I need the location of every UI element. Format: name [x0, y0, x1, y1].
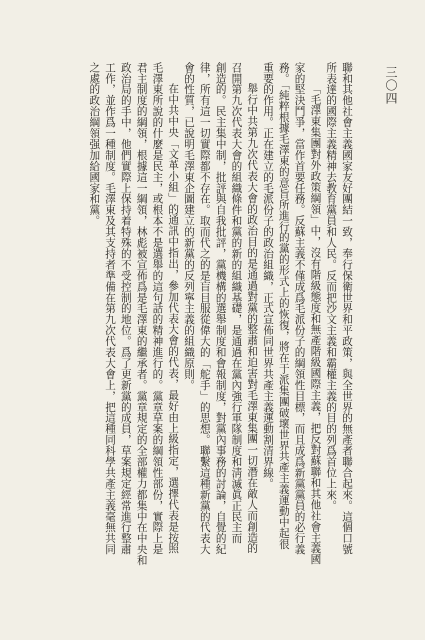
text-column: 工作，並作爲一種制度。毛澤東及其支持者準備在第九次代表大會上，把這種同科學共產主義毫無共同 [104, 62, 117, 555]
text-column: 政治局的手中，他們實際上保持着特殊的不受控制的地位。爲了更新黨的成員，草案規定經常進行整肅 [119, 62, 132, 555]
text-column: 重要的作用。正在建立的毛派份子的政治組織，正式宣佈同世界共產主義運動割清界線。 [262, 62, 275, 490]
text-column: 會的性質，已說明毛澤東企圖建立的新黨的反列寧主義的組織原則。 [183, 62, 196, 391]
text-column: 創造的。民主集中制，批評與自我批評，黨機構的選舉制度和會報制度，對黨內事務的討論，自覺的紀 [214, 62, 227, 555]
text-column: 「毛澤東集團對外政策綱領」中，沒有階級態度和無產階級國際主義，把反對蘇聯和其他社會主義國 [309, 83, 322, 565]
text-column: 律，所有這一切實際都不存在。取而代之的是盲目服從偉大的「舵手」的思想。聯繫這種新黨的代表大 [198, 62, 211, 555]
text-column: 毛澤東所說的什麼是民主，或根本不是選舉的這句話的精神進行的。黨章草案的綱領性部份，實際上是 [151, 62, 164, 555]
text-column: 聯和其他社會主義國家友好團結一致，奉行保衛世界和平政策，與全世界的無產者聯合起來。這個口號 [341, 62, 353, 555]
body-text [48, 62, 354, 632]
text-column: 召開第九次代表大會的組織條件和黨的新的組織基礎，是通過在黨內強行軍隊制度和淸滅眞正民主而 [230, 62, 243, 544]
text-column: 家的堅決鬥爭，當作首要任務。反蘇主義不僅成爲毛派份子的綱領性目標，而且成爲新黨黨員的必行義 [293, 62, 306, 555]
text-column: 之處的政治綱領强加給國家和黨。 [88, 62, 101, 227]
text-column: 舉行中共第九次代表大會的政治目的是通過對黨的整肅和迫害對毛澤東集團一切潛在敵人而創造的 [246, 83, 259, 554]
text-column: 所表達的國際主義精神去教育黨員和人民。反而把沙文主義和霸權主義的目的列爲首位上來。 [325, 62, 338, 511]
text-column: 在中共中央「文革小組」的通訊中指出，參加代表大會的代表，最好由上級指定，選擇代表是按照 [167, 83, 180, 554]
text-column: 務。「純粹根據毛澤東的意旨所進行的黨的形式上的恢復，將在于派集團破壞世界共產主義運動中起很 [277, 62, 290, 550]
page-number: 三〇四 [384, 66, 398, 105]
text-column: 君主制度的綱領，根據這一綱領，林彪被宣佈爲是毛澤東的繼承者。黨章規定的全部權力都集中在中央和 [135, 62, 148, 566]
